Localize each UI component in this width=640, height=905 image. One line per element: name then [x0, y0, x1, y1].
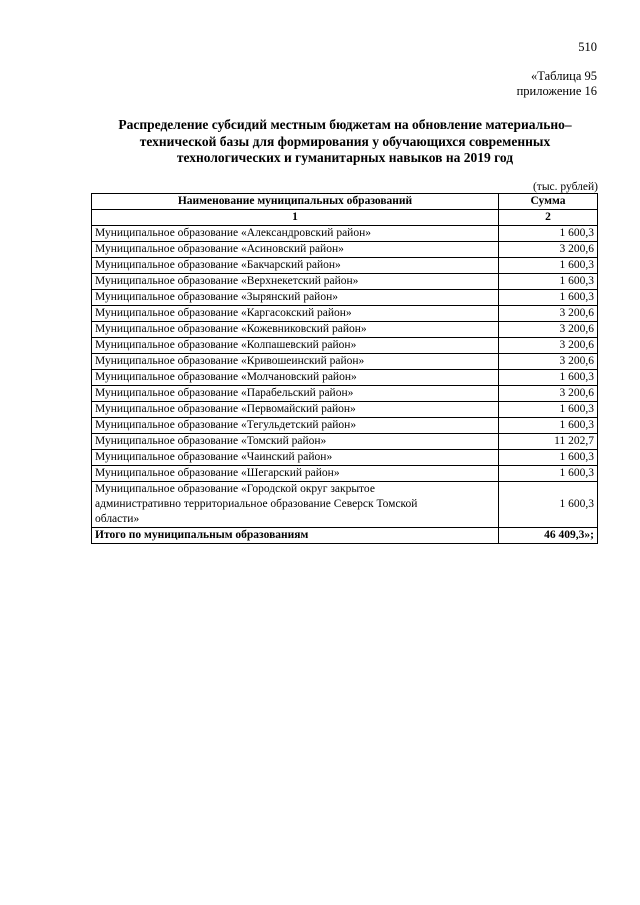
row-name-line: Муниципальное образование «Городской округ закрытое — [95, 483, 375, 495]
total-label: Итого по муниципальным образованиям — [92, 528, 499, 544]
row-name: Муниципальное образование «Томский район» — [92, 434, 499, 450]
row-name: Муниципальное образование «Шегарский район» — [92, 466, 499, 482]
table-row — [92, 226, 598, 242]
header-name: Наименование муниципальных образований — [92, 194, 499, 210]
table-row — [92, 418, 598, 434]
header-row — [92, 194, 598, 210]
row-amount: 1 600,3 — [499, 258, 598, 274]
units-note: (тыс. рублей) — [532, 181, 598, 193]
title-line: технологических и гуманитарных навыков на 2019 год — [176, 150, 514, 165]
column-number-row — [92, 210, 598, 226]
row-amount: 1 600,3 — [499, 450, 598, 466]
table-row — [92, 274, 598, 290]
subsidies-table — [91, 193, 598, 544]
table-row — [92, 466, 598, 482]
row-name: Муниципальное образование «Зырянский район» — [92, 290, 499, 306]
row-amount: 3 200,6 — [499, 242, 598, 258]
table-reference: «Таблица 95 — [531, 69, 597, 83]
row-amount: 3 200,6 — [499, 354, 598, 370]
row-amount: 1 600,3 — [499, 466, 598, 482]
title-line: Распределение субсидий местным бюджетам на обновление материально– — [118, 117, 572, 132]
table-row — [92, 322, 598, 338]
title-line: технической базы для формирования у обучающихся современных — [139, 133, 551, 149]
row-amount: 1 600,3 — [499, 370, 598, 386]
table-row — [92, 258, 598, 274]
row-amount: 1 600,3 — [499, 482, 598, 528]
row-amount: 11 202,7 — [499, 434, 598, 450]
row-name: Муниципальное образование «Кожевниковский район» — [92, 322, 499, 338]
table-row — [92, 242, 598, 258]
row-amount: 3 200,6 — [499, 322, 598, 338]
row-name: Муниципальное образование «Чаинский район» — [92, 450, 499, 466]
column-number: 1 — [92, 210, 499, 226]
row-amount: 1 600,3 — [499, 274, 598, 290]
total-amount: 46 409,3»; — [499, 528, 598, 544]
table-row — [92, 290, 598, 306]
document-title — [90, 117, 600, 167]
table-row — [92, 386, 598, 402]
row-name-line: области» — [95, 513, 140, 525]
row-name: Муниципальное образование «Асиновский район» — [92, 242, 499, 258]
column-number: 2 — [499, 210, 598, 226]
table-row — [92, 482, 598, 528]
row-name: Муниципальное образование «Первомайский район» — [92, 402, 499, 418]
total-row — [92, 528, 598, 544]
row-amount: 1 600,3 — [499, 402, 598, 418]
table-row — [92, 434, 598, 450]
row-name — [92, 482, 499, 528]
row-name: Муниципальное образование «Бакчарский район» — [92, 258, 499, 274]
table-row — [92, 354, 598, 370]
table-row — [92, 450, 598, 466]
row-name: Муниципальное образование «Верхнекетский район» — [92, 274, 499, 290]
table-row — [92, 338, 598, 354]
row-name: Муниципальное образование «Молчановский район» — [92, 370, 499, 386]
table-row — [92, 402, 598, 418]
row-amount: 3 200,6 — [499, 338, 598, 354]
appendix-reference — [517, 69, 597, 99]
row-name: Муниципальное образование «Колпашевский район» — [92, 338, 499, 354]
row-amount: 3 200,6 — [499, 306, 598, 322]
table-row — [92, 306, 598, 322]
row-amount: 1 600,3 — [499, 418, 598, 434]
header-amount: Сумма — [499, 194, 598, 210]
page-number: 510 — [578, 40, 597, 54]
row-name: Муниципальное образование «Кривошеинский район» — [92, 354, 499, 370]
row-name: Муниципальное образование «Каргасокский район» — [92, 306, 499, 322]
row-name: Муниципальное образование «Александровский район» — [92, 226, 499, 242]
table-row — [92, 370, 598, 386]
row-name: Муниципальное образование «Парабельский район» — [92, 386, 499, 402]
row-amount: 1 600,3 — [499, 290, 598, 306]
row-name-line: административно территориальное образование Северск Томской — [95, 498, 418, 510]
row-name: Муниципальное образование «Тегульдетский район» — [92, 418, 499, 434]
row-amount: 1 600,3 — [499, 226, 598, 242]
row-amount: 3 200,6 — [499, 386, 598, 402]
appendix-reference-line: приложение 16 — [516, 84, 597, 98]
